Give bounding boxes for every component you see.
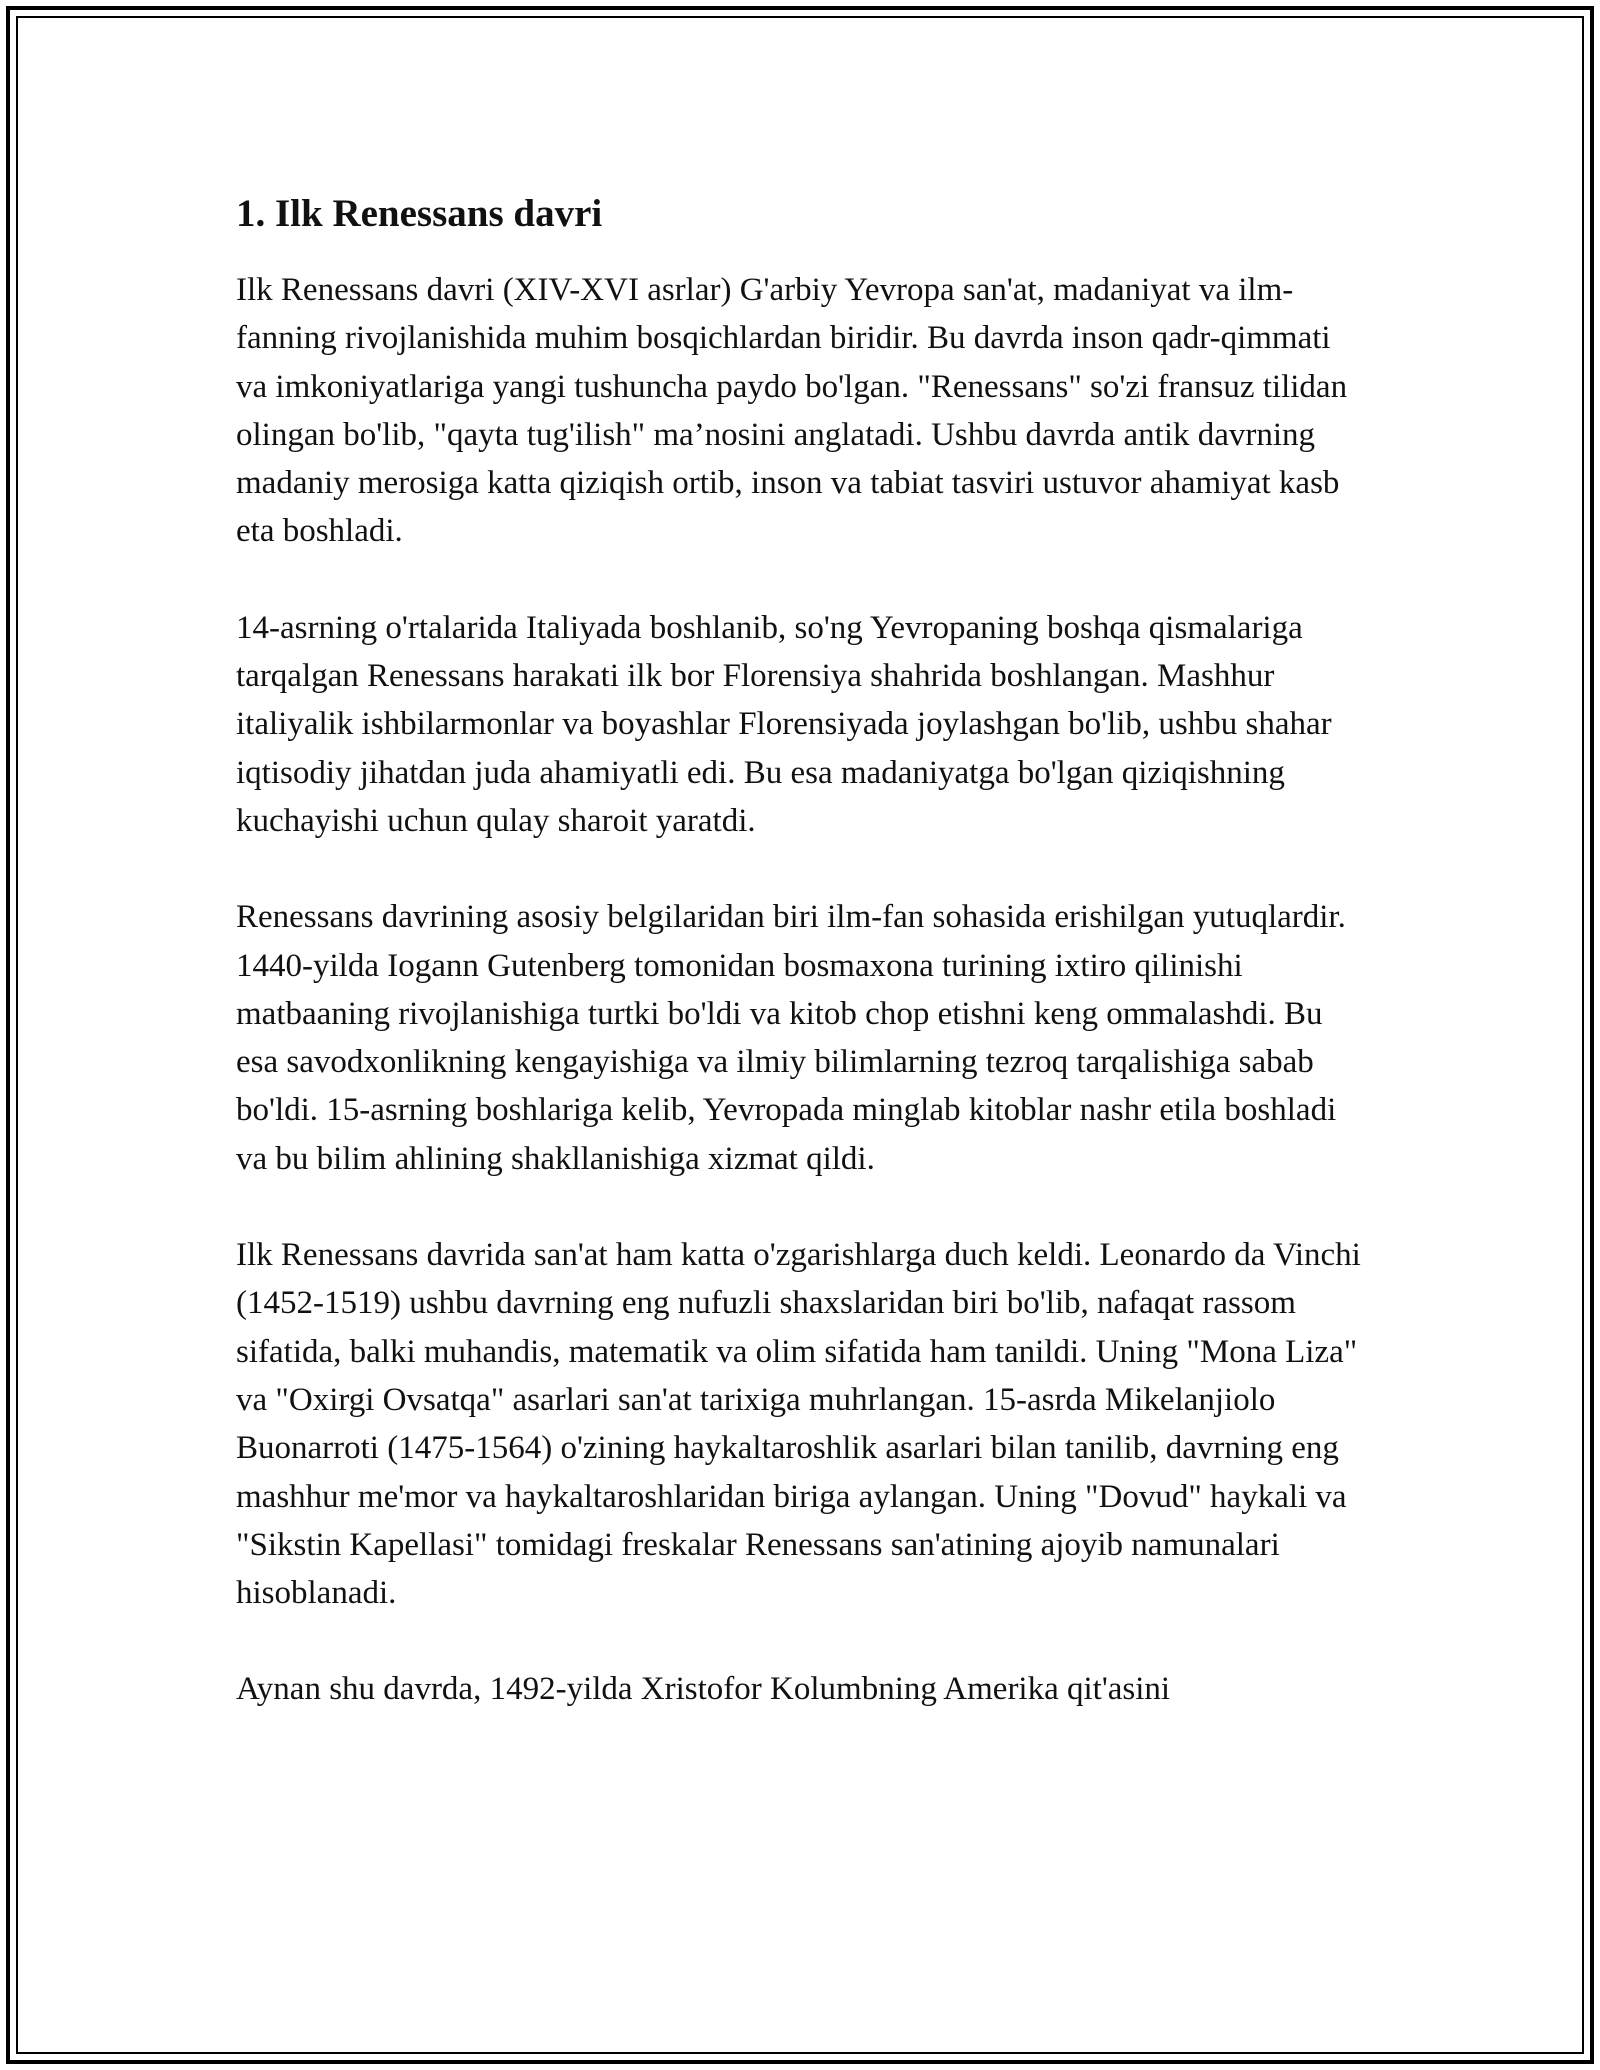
paragraph-intro: Ilk Renessans davri (XIV-XVI asrlar) G'arbiy Yevropa san'at, madaniyat va ilm-fanning rivojlanishida muhim bosqichlardan biridir. Bu davrda inson qadr-qimmati va imkoniyatlariga yangi tushuncha paydo bo'lgan. "Renessans" so'zi fransuz tilidan olingan bo'lib, "qayta tug'ilish" ma’nosini anglatadi. Ushbu davrda antik davrning madaniy merosiga katta qiziqish ortib, inson va tabiat tasviri ustuvor ahamiyat kasb eta boshladi. (236, 272, 1348, 550)
paragraph-art: Ilk Renessans davrida san'at ham katta o'zgarishlarga duch keldi. Leonardo da Vinchi (1452-1519) ushbu davrning eng nufuzli shaxslaridan biri bo'lib, nafaqat rassom sifatida, balki muhandis, matematik va olim sifatida ham tanildi. Uning "Mona Liza" va "Oxirgi Ovsatqa" asarlari san'at tarixiga muhrlangan. 15-asrda Mikelanjiolo Buonarroti (1475-1564) o'zining haykaltaroshlik asarlari bilan tanilib, davrning eng mashhur me'mor va haykaltaroshlaridan biriga aylangan. Uning "Dovud" haykali va "Sikstin Kapellasi" tomidagi freskalar Renessans san'atining ajoyib namunalari hisoblanadi. (236, 1237, 1361, 1612)
paragraph-columbus: Aynan shu davrda, 1492-yilda Xristofor Kolumbning Amerika qit'asini (236, 1671, 1171, 1708)
paragraph-florence: 14-asrning o'rtalarida Italiyada boshlanib, so'ng Yevropaning boshqa qismalariga tarqalgan Renessans harakati ilk bor Florensiya shahrida boshlangan. Mashhur italiyalik ishbilarmonlar va boyashlar Florensiyada joylashgan bo'lib, ushbu shahar iqtisodiy jihatdan juda ahamiyatli edi. Bu esa madaniyatga bo'lgan qiziqishning kuchayishi uchun qulay sharoit yaratdi. (236, 609, 1332, 839)
section-heading: 1. Ilk Renessans davri (236, 192, 603, 235)
paragraph-science: Renessans davrining asosiy belgilaridan biri ilm-fan sohasida erishilgan yutuqlardir. 1440-yilda Iogann Gutenberg tomonidan bosmaxona turining ixtiro qilinishi matbaaning rivojlanishiga turtki bo'ldi va kitob chop etishni keng ommalashdi. Bu esa savodxonlikning kengayishiga va ilmiy bilimlarning tezroq tarqalishiga sabab bo'ldi. 15-asrning boshlariga kelib, Yevropada minglab kitoblar nashr etila boshladi va bu bilim ahlining shakllanishiga xizmat qildi. (236, 899, 1346, 1177)
document-body (236, 184, 1366, 1714)
